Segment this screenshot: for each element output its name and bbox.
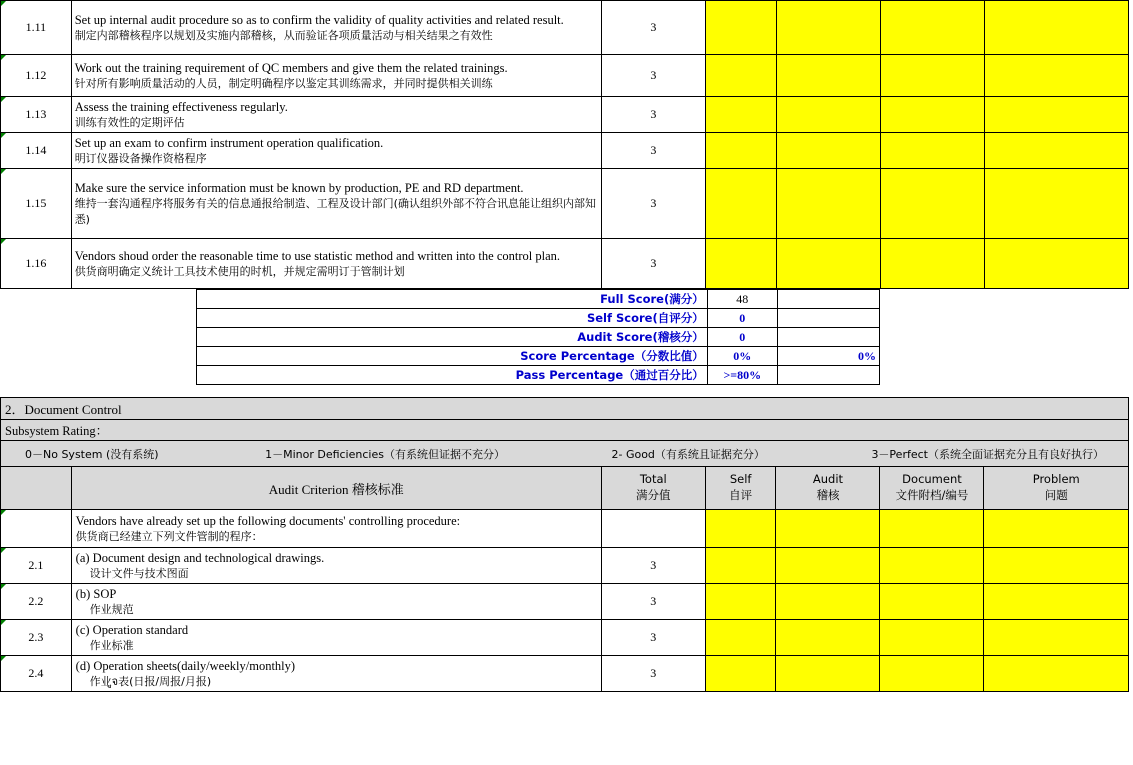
total-score: 3 (601, 620, 705, 656)
summary-label: Pass Percentage（通过百分比） (197, 366, 708, 385)
audit-score-input[interactable] (776, 1, 880, 55)
criterion-cn: 作业规范 (89, 603, 134, 616)
table-row[interactable] (1, 548, 1129, 584)
summary-value: >=80% (707, 366, 777, 385)
criterion-cn: 制定内部稽核程序以规划及实施内部稽核，从而验证各项质量活动与相关结果之有效性 (74, 29, 493, 42)
problem-input[interactable] (984, 1, 1128, 55)
table-row[interactable] (1, 97, 1129, 133)
problem-input[interactable] (984, 97, 1128, 133)
criterion-cn: 明订仪器设备操作资格程序 (74, 152, 207, 165)
problem-input[interactable] (984, 133, 1128, 169)
summary-row-audit-score (197, 328, 880, 347)
self-score-input[interactable] (705, 55, 776, 97)
rating-option-1: 1－Minor Deficiencies（有系统但证据不充分） (265, 447, 505, 461)
summary-label: Full Score(满分） (197, 290, 708, 309)
criterion-cn: 训练有效性的定期评估 (74, 116, 185, 129)
self-score-input[interactable] (705, 169, 776, 239)
section-spacer (0, 385, 1133, 397)
column-header-audit (776, 467, 880, 510)
criterion-cell (71, 656, 601, 692)
document-ref-input[interactable] (880, 656, 984, 692)
self-score-input[interactable] (705, 656, 776, 692)
summary-extra (777, 328, 879, 347)
document-ref-input[interactable] (880, 55, 984, 97)
total-score: 3 (601, 239, 705, 289)
column-header-problem (984, 467, 1129, 510)
summary-extra (777, 366, 879, 385)
summary-value: 48 (707, 290, 777, 309)
document-ref-input[interactable] (880, 239, 984, 289)
summary-label: Audit Score(稽核分） (197, 328, 708, 347)
row-number: 2.1 (1, 548, 72, 584)
rating-scale-row (1, 441, 1129, 467)
criterion-cell (71, 97, 601, 133)
table-row[interactable] (1, 55, 1129, 97)
audit-score-input[interactable] (776, 169, 880, 239)
section-title: 2．Document Control (1, 398, 1129, 420)
score-summary-block (0, 289, 1133, 385)
audit-score-input[interactable] (776, 656, 880, 692)
criterion-cn: 针对所有影响质量活动的人员，制定明确程序以鉴定其训练需求，并同时提供相关训练 (74, 77, 493, 90)
total-score: 3 (601, 55, 705, 97)
document-ref-input[interactable] (880, 1, 984, 55)
total-score: 3 (601, 1, 705, 55)
document-ref-input[interactable] (880, 584, 984, 620)
criterion-en: (a) Document design and technological drawings. (75, 550, 325, 565)
audit-score-input[interactable] (776, 584, 880, 620)
column-header-audit-en: Audit (812, 472, 844, 487)
problem-input[interactable] (984, 169, 1128, 239)
document-ref-input[interactable] (880, 133, 984, 169)
table-row[interactable] (1, 584, 1129, 620)
summary-value: 0% (707, 347, 777, 366)
criterion-cn: 供货商明确定义统计工具技术使用的时机，并规定需明订于管制计划 (74, 265, 405, 278)
rating-option-3: 3－Perfect（系统全面证据充分且有良好执行） (871, 447, 1104, 461)
criterion-cell (71, 620, 601, 656)
audit-score-input[interactable] (776, 97, 880, 133)
rating-option-2: 2- Good（有系统且证据充分） (611, 447, 765, 461)
summary-label: Self Score(自评分） (197, 309, 708, 328)
section2-table (0, 397, 1129, 692)
score-summary-table (196, 289, 880, 385)
criterion-cell (71, 169, 601, 239)
total-score: 3 (601, 133, 705, 169)
document-ref-input[interactable] (880, 97, 984, 133)
total-score: 3 (601, 656, 705, 692)
summary-extra (777, 309, 879, 328)
column-header-total-en: Total (639, 472, 667, 487)
audit-score-input[interactable] (776, 620, 880, 656)
subsystem-rating-label: Subsystem Rating： (1, 420, 1129, 441)
subsystem-rating-label-row (1, 420, 1129, 441)
column-header-audit-cn: 稽核 (816, 488, 840, 502)
table-row[interactable] (1, 239, 1129, 289)
self-score-input[interactable] (705, 239, 776, 289)
total-score: 3 (601, 97, 705, 133)
audit-score-input[interactable] (776, 55, 880, 97)
problem-input[interactable] (984, 239, 1128, 289)
total-score: 3 (601, 584, 705, 620)
problem-input[interactable] (984, 584, 1129, 620)
total-score: 3 (601, 169, 705, 239)
row-number: 1.16 (1, 239, 72, 289)
table-row[interactable] (1, 169, 1129, 239)
row-number: 2.4 (1, 656, 72, 692)
section2-title-row (1, 398, 1129, 420)
criterion-en: (b) SOP (75, 586, 117, 601)
audit-score-input[interactable] (776, 239, 880, 289)
column-header-number (1, 467, 72, 510)
table-row[interactable] (1, 620, 1129, 656)
criterion-cn: 作业标准 (89, 639, 134, 652)
audit-score-input[interactable] (776, 133, 880, 169)
problem-input[interactable] (984, 510, 1129, 548)
criterion-en: (c) Operation standard (75, 622, 189, 637)
self-score-input[interactable] (705, 620, 776, 656)
criterion-cn: 维持一套沟通程序将服务有关的信息通报给制造、工程及设计部门(确认组织外部不符合讯息能让组织内部知悉) (74, 197, 596, 226)
row-number (1, 510, 72, 548)
summary-extra (777, 290, 879, 309)
criterion-en: Make sure the service information must be known by production, PE and RD department. (74, 180, 524, 195)
row-number: 1.12 (1, 55, 72, 97)
column-header-problem-en: Problem (1032, 472, 1080, 487)
column-header-self-cn: 自评 (729, 488, 753, 502)
total-score (601, 510, 705, 548)
table-row[interactable] (1, 510, 1129, 548)
rating-scale-cell (1, 441, 1129, 467)
column-header-document-cn: 文件附档/编号 (895, 488, 969, 502)
problem-input[interactable] (984, 55, 1128, 97)
column-header-self (705, 467, 776, 510)
summary-row-score-percentage (197, 347, 880, 366)
criterion-cell (71, 510, 601, 548)
document-ref-input[interactable] (880, 548, 984, 584)
summary-row-self-score (197, 309, 880, 328)
criterion-cn: 设计文件与技术图面 (89, 567, 189, 580)
audit-score-input[interactable] (776, 510, 880, 548)
row-number: 1.14 (1, 133, 72, 169)
column-header-document-en: Document (902, 472, 962, 487)
row-number: 2.3 (1, 620, 72, 656)
table-row[interactable] (1, 1, 1129, 55)
criterion-cell (71, 584, 601, 620)
criterion-en: Set up internal audit procedure so as to confirm the validity of quality activities and related result. (74, 12, 564, 27)
document-ref-input[interactable] (880, 510, 984, 548)
self-score-input[interactable] (705, 133, 776, 169)
self-score-input[interactable] (705, 1, 776, 55)
audit-score-input[interactable] (776, 548, 880, 584)
problem-input[interactable] (984, 620, 1129, 656)
document-ref-input[interactable] (880, 620, 984, 656)
document-ref-input[interactable] (880, 169, 984, 239)
section1-criteria-table (0, 0, 1129, 289)
criterion-cell (71, 1, 601, 55)
problem-input[interactable] (984, 656, 1129, 692)
column-header-document (880, 467, 984, 510)
self-score-input[interactable] (705, 548, 776, 584)
criterion-cn: 供货商已经建立下列文件管制的程序： (75, 530, 263, 543)
row-number: 2.2 (1, 584, 72, 620)
column-header-self-en: Self (729, 472, 752, 487)
criterion-cell (71, 133, 601, 169)
table-header-row (1, 467, 1129, 510)
criterion-en: Set up an exam to confirm instrument operation qualification. (74, 135, 384, 150)
criterion-cell (71, 55, 601, 97)
criterion-cell (71, 548, 601, 584)
column-header-criterion: Audit Criterion 稽核标准 (71, 467, 601, 510)
column-header-total-cn: 满分值 (636, 488, 671, 502)
summary-extra: 0% (777, 347, 879, 366)
row-number: 1.13 (1, 97, 72, 133)
self-score-input[interactable] (705, 584, 776, 620)
table-row[interactable] (1, 133, 1129, 169)
row-number: 1.15 (1, 169, 72, 239)
criterion-en: Work out the training requirement of QC members and give them the related trainings. (74, 60, 508, 75)
problem-input[interactable] (984, 548, 1129, 584)
criterion-cell (71, 239, 601, 289)
criterion-en: Vendors have already set up the following documents' controlling procedure: (75, 513, 461, 528)
self-score-input[interactable] (705, 510, 776, 548)
summary-value: 0 (707, 309, 777, 328)
self-score-input[interactable] (705, 97, 776, 133)
row-number: 1.11 (1, 1, 72, 55)
column-header-problem-cn: 问题 (1044, 488, 1068, 502)
criterion-cn: 作业ูจ表(日报/周报/月报) (89, 675, 212, 688)
summary-row-full-score (197, 290, 880, 309)
summary-row-pass-percentage (197, 366, 880, 385)
table-row[interactable] (1, 656, 1129, 692)
total-score: 3 (601, 548, 705, 584)
criterion-en: (d) Operation sheets(daily/weekly/monthly) (75, 658, 296, 673)
summary-value: 0 (707, 328, 777, 347)
criterion-en: Vendors shoud order the reasonable time to use statistic method and written into the control plan. (74, 248, 560, 263)
criterion-en: Assess the training effectiveness regularly. (74, 99, 288, 114)
rating-option-0: 0－No System (没有系统) (25, 447, 159, 461)
summary-label: Score Percentage（分数比值） (197, 347, 708, 366)
column-header-total (601, 467, 705, 510)
